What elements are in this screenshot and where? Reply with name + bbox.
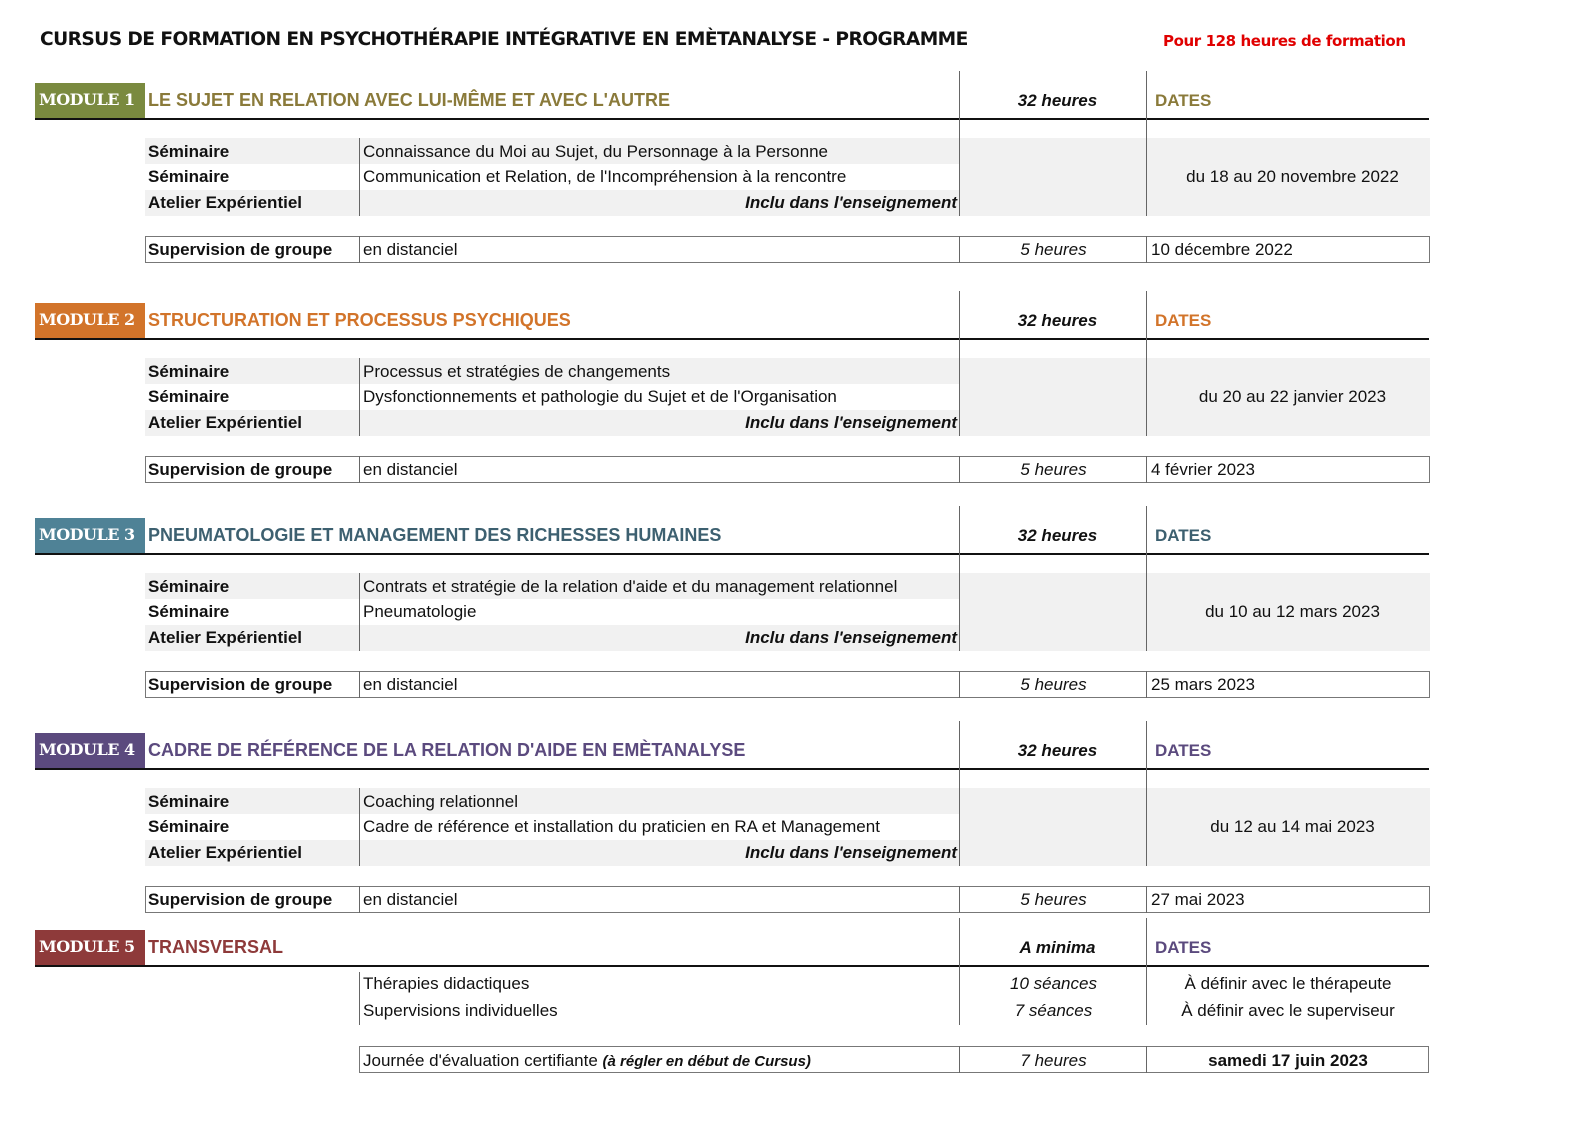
module-header-rule bbox=[35, 553, 1429, 555]
evaluation-date: samedi 17 juin 2023 bbox=[1208, 1051, 1368, 1070]
row-type: Séminaire bbox=[148, 602, 230, 621]
row-text: Inclu dans l'enseignement bbox=[745, 843, 957, 862]
module-5-header-rule bbox=[35, 965, 1429, 967]
column-divider bbox=[359, 236, 360, 263]
supervision-date: 27 mai 2023 bbox=[1151, 890, 1245, 909]
column-divider bbox=[359, 886, 360, 913]
supervision-label: Supervision de groupe bbox=[148, 675, 333, 694]
module-5-hours: A minima bbox=[1019, 938, 1096, 957]
total-hours-note: Pour 128 heures de formation bbox=[1163, 32, 1406, 50]
supervision-hours: 5 heures bbox=[1020, 240, 1087, 259]
supervision-when: À définir avec le superviseur bbox=[1181, 1001, 1395, 1020]
supervision-hours: 5 heures bbox=[1020, 675, 1087, 694]
supervision-mode: en distanciel bbox=[363, 460, 458, 479]
supervision-label: Supervision de groupe bbox=[148, 460, 333, 479]
module-hours: 32 heures bbox=[1017, 526, 1098, 545]
column-divider bbox=[359, 358, 360, 436]
module-badge: MODULE 2 bbox=[35, 303, 145, 338]
row-text: Connaissance du Moi au Sujet, du Personnage à la Personne bbox=[363, 142, 828, 161]
supervision-item-label: Supervisions individuelles bbox=[363, 1001, 558, 1020]
supervision-mode: en distanciel bbox=[363, 675, 458, 694]
module-badge: MODULE 4 bbox=[35, 733, 145, 768]
module-title: CADRE DE RÉFÉRENCE DE LA RELATION D'AIDE EN EMÈTANALYSE bbox=[148, 740, 746, 760]
supervision-date: 10 décembre 2022 bbox=[1151, 240, 1293, 259]
module-dates-header: DATES bbox=[1155, 526, 1212, 545]
evaluation-hours: 7 heures bbox=[1020, 1051, 1087, 1070]
module-dates-header: DATES bbox=[1155, 311, 1212, 330]
column-divider bbox=[359, 573, 360, 651]
column-divider bbox=[959, 553, 960, 651]
row-text: Coaching relationnel bbox=[363, 792, 518, 811]
row-text: Inclu dans l'enseignement bbox=[745, 628, 957, 647]
evaluation-text: Journée d'évaluation certifiante bbox=[363, 1051, 598, 1070]
row-text: Dysfonctionnements et pathologie du Sujet et de l'Organisation bbox=[363, 387, 837, 406]
module-title: LE SUJET EN RELATION AVEC LUI-MÊME ET AVEC L'AUTRE bbox=[148, 90, 670, 110]
module-dates-header: DATES bbox=[1155, 741, 1212, 760]
row-text: Communication et Relation, de l'Incompréhension à la rencontre bbox=[363, 167, 847, 186]
column-divider bbox=[1146, 768, 1147, 866]
row-type: Séminaire bbox=[148, 792, 230, 811]
therapy-item-label: Thérapies didactiques bbox=[363, 974, 530, 993]
column-divider bbox=[359, 138, 360, 216]
row-band bbox=[145, 788, 967, 814]
module-badge: MODULE 3 bbox=[35, 518, 145, 553]
module-5-badge: MODULE 5 bbox=[35, 930, 145, 965]
module-header-rule bbox=[35, 768, 1429, 770]
row-text: Pneumatologie bbox=[363, 602, 477, 621]
row-type: Atelier Expérientiel bbox=[148, 843, 303, 862]
module-title: STRUCTURATION ET PROCESSUS PSYCHIQUES bbox=[148, 310, 571, 330]
module-dates-header: DATES bbox=[1155, 91, 1212, 110]
row-type: Séminaire bbox=[148, 387, 230, 406]
column-divider bbox=[359, 456, 360, 483]
module-5-dates-header: DATES bbox=[1155, 938, 1212, 957]
therapy-when: À définir avec le thérapeute bbox=[1184, 974, 1392, 993]
evaluation-note: (à régler en début de Cursus) bbox=[602, 1053, 811, 1070]
supervision-mode: en distanciel bbox=[363, 240, 458, 259]
column-divider bbox=[959, 118, 960, 216]
column-divider bbox=[959, 338, 960, 436]
module-header-rule bbox=[35, 118, 1429, 120]
row-text: Inclu dans l'enseignement bbox=[745, 413, 957, 432]
therapy-sessions: 10 séances bbox=[1010, 974, 1097, 993]
supervision-label: Supervision de groupe bbox=[148, 240, 333, 259]
supervision-mode: en distanciel bbox=[363, 890, 458, 909]
row-type: Séminaire bbox=[148, 142, 230, 161]
module-date-range: du 10 au 12 mars 2023 bbox=[1205, 602, 1380, 621]
supervision-sessions: 7 séances bbox=[1014, 1001, 1093, 1020]
module-date-range: du 20 au 22 janvier 2023 bbox=[1198, 387, 1387, 406]
row-text: Processus et stratégies de changements bbox=[363, 362, 671, 381]
module-hours: 32 heures bbox=[1017, 91, 1098, 110]
row-type: Séminaire bbox=[148, 817, 230, 836]
column-divider bbox=[359, 671, 360, 698]
row-type: Atelier Expérientiel bbox=[148, 413, 303, 432]
module-badge: MODULE 1 bbox=[35, 83, 145, 118]
module-hours: 32 heures bbox=[1017, 741, 1098, 760]
row-type: Séminaire bbox=[148, 577, 230, 596]
module-date-range: du 18 au 20 novembre 2022 bbox=[1186, 167, 1399, 186]
module-title: PNEUMATOLOGIE ET MANAGEMENT DES RICHESSES HUMAINES bbox=[148, 525, 722, 545]
column-divider bbox=[959, 768, 960, 866]
module-header-rule bbox=[35, 338, 1429, 340]
column-divider bbox=[359, 788, 360, 866]
row-type: Atelier Expérientiel bbox=[148, 628, 303, 647]
row-type: Séminaire bbox=[148, 362, 230, 381]
row-text: Inclu dans l'enseignement bbox=[745, 193, 957, 212]
column-divider bbox=[359, 972, 360, 1025]
supervision-date: 4 février 2023 bbox=[1151, 460, 1255, 479]
page-title: CURSUS DE FORMATION EN PSYCHOTHÉRAPIE INTÉGRATIVE EN EMÈTANALYSE - PROGRAMME bbox=[40, 28, 968, 50]
row-type: Séminaire bbox=[148, 167, 230, 186]
evaluation-label bbox=[363, 1051, 811, 1071]
supervision-date: 25 mars 2023 bbox=[1151, 675, 1255, 694]
column-divider bbox=[1146, 338, 1147, 436]
module-5-title: TRANSVERSAL bbox=[148, 937, 284, 957]
module-date-range: du 12 au 14 mai 2023 bbox=[1210, 817, 1375, 836]
supervision-hours: 5 heures bbox=[1020, 890, 1087, 909]
row-type: Atelier Expérientiel bbox=[148, 193, 303, 212]
column-divider bbox=[1146, 553, 1147, 651]
row-text: Contrats et stratégie de la relation d'aide et du management relationnel bbox=[363, 577, 898, 596]
supervision-label: Supervision de groupe bbox=[148, 890, 333, 909]
row-text: Cadre de référence et installation du praticien en RA et Management bbox=[363, 817, 880, 836]
supervision-hours: 5 heures bbox=[1020, 460, 1087, 479]
module-hours: 32 heures bbox=[1017, 311, 1098, 330]
column-divider bbox=[1146, 118, 1147, 216]
